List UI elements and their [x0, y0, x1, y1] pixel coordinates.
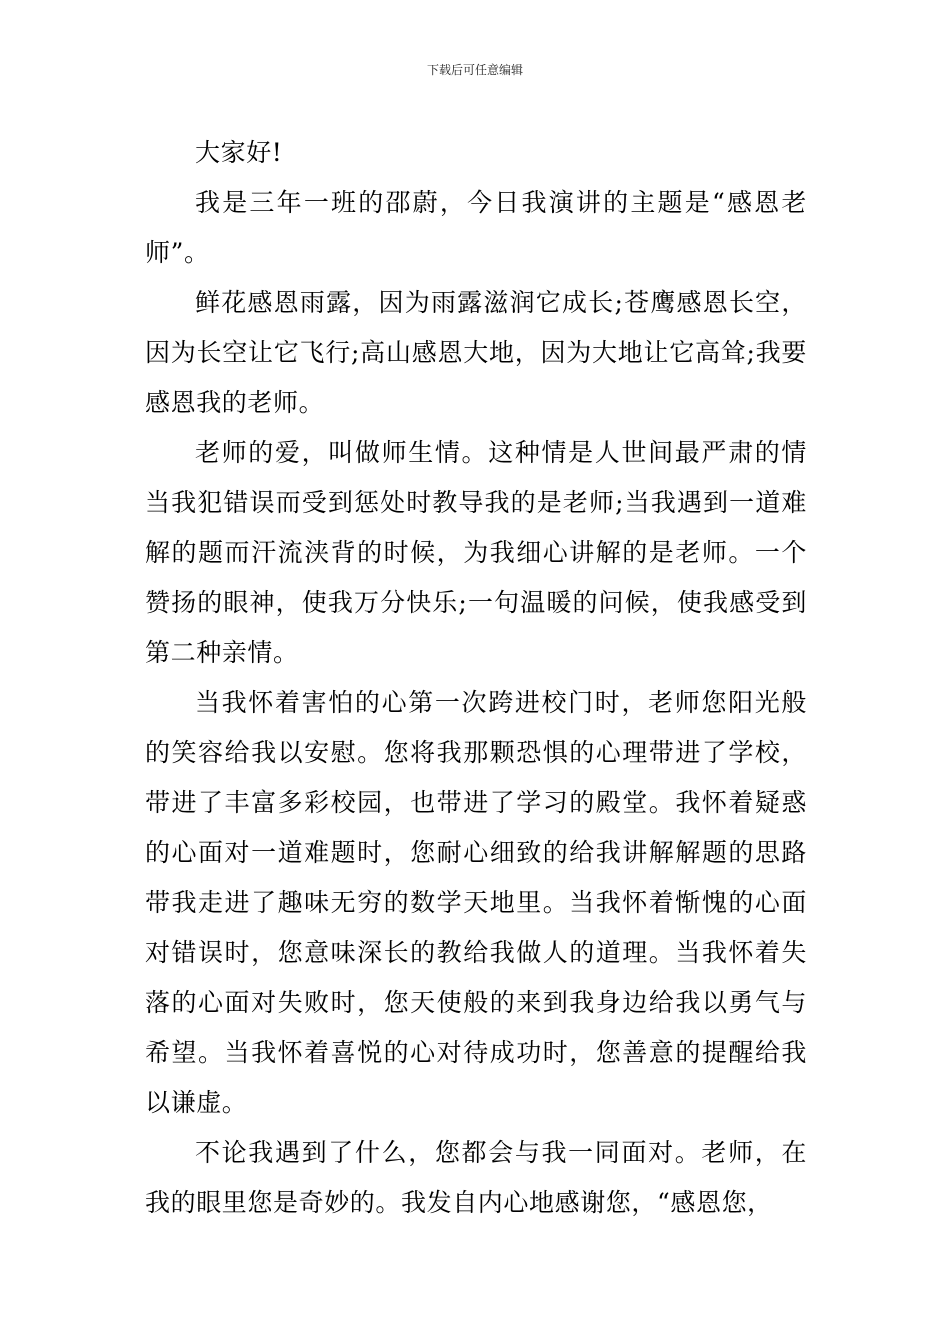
- paragraph-gratitude-metaphor: 鲜花感恩雨露，因为雨露滋润它成长;苍鹰感恩长空，因为长空让它飞行;高山感恩大地，因为大地让它高耸;我要感恩我的老师。: [145, 288, 807, 417]
- paragraph-greeting: 大家好!: [195, 138, 283, 167]
- paragraph-introduction: 我是三年一班的邵蔚，今日我演讲的主题是“感恩老师”。: [145, 188, 807, 267]
- document-body: [145, 128, 807, 1228]
- paragraph-teacher-love: 老师的爱，叫做师生情。这种情是人世间最严肃的情当我犯错误而受到惩处时教导我的是老师;当我遇到一道难解的题而汗流浃背的时候，为我细心讲解的是老师。一个赞扬的眼神，使我万分快乐;一句温暖的问候，使我感受到第二种亲情。: [145, 438, 807, 667]
- paragraph-school-memories: 当我怀着害怕的心第一次跨进校门时，老师您阳光般的笑容给我以安慰。您将我那颗恐惧的心理带进了学校，带进了丰富多彩校园，也带进了学习的殿堂。我怀着疑惑的心面对一道难题时，您耐心细致的给我讲解解题的思路带我走进了趣味无穷的数学天地里。当我怀着惭愧的心面对错误时，您意味深长的教给我做人的道理。当我怀着失落的心面对失败时，您天使般的来到我身边给我以勇气与希望。当我怀着喜悦的心对待成功时，您善意的提醒给我以谦虚。: [145, 688, 807, 1117]
- page-header: 下载后可任意编辑: [426, 63, 523, 77]
- paragraph-thanks: 不论我遇到了什么，您都会与我一同面对。老师，在我的眼里您是奇妙的。我发自内心地感谢您，“感恩您，: [145, 1138, 807, 1217]
